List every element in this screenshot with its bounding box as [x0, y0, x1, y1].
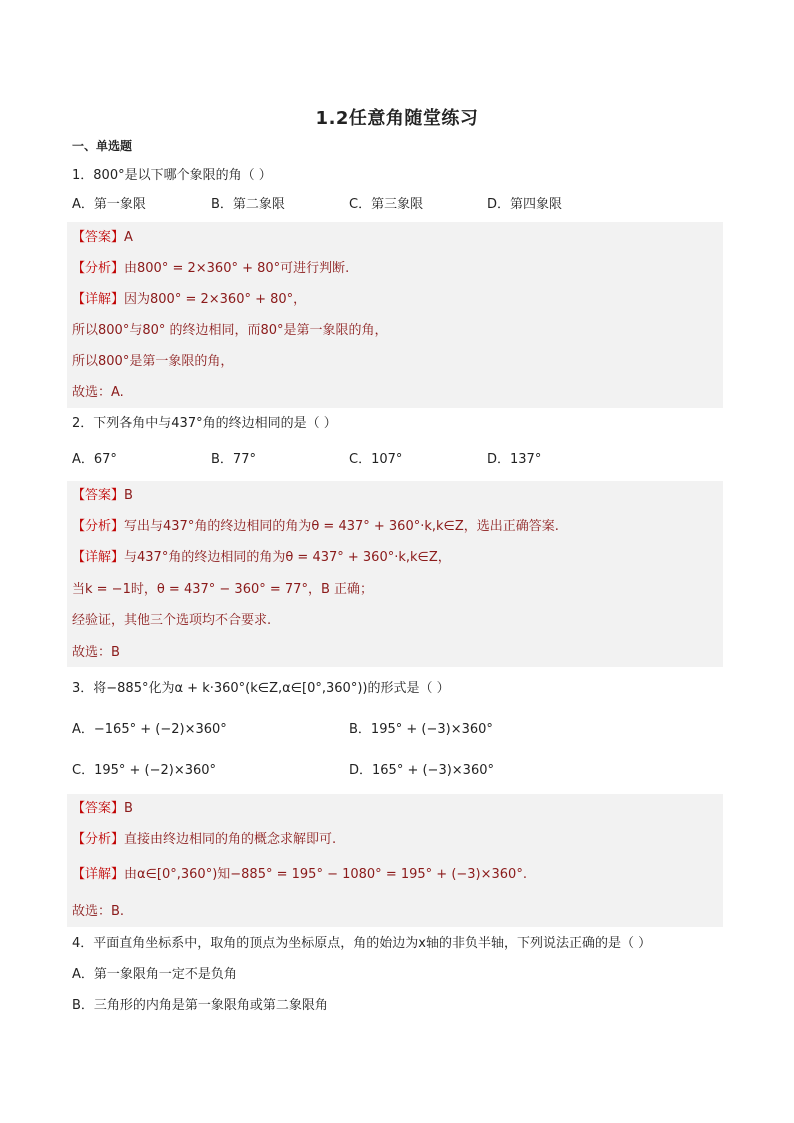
analysis-tag: 【分析】 [72, 261, 125, 276]
q3-analysis-line [72, 830, 336, 850]
q2-detail-line [72, 548, 451, 568]
q2-detail: 与437°角的终边相同的角为θ = 437° + 360°·k,k∈Z， [124, 550, 451, 565]
q1-analysis: 由800° = 2×360° + 80°可进行判断. [124, 261, 350, 276]
q3-answer-line [72, 799, 133, 819]
analysis-tag: 【分析】 [72, 832, 125, 847]
answer-tag: 【答案】 [72, 230, 125, 245]
q1-solution-box [67, 222, 723, 408]
q2-conclusion: 故选：B [72, 645, 120, 660]
q2-answer-line [72, 486, 133, 506]
detail-tag: 【详解】 [72, 550, 125, 565]
q4-option-a: A．第一象限角一定不是负角 [72, 967, 237, 982]
q2-analysis: 写出与437°角的终边相同的角为θ = 437° + 360°·k,k∈Z，选出正确答案. [124, 519, 559, 534]
answer-tag: 【答案】 [72, 488, 125, 503]
q3-solution-box [67, 794, 723, 927]
q1-detail-line-3: 所以800°是第一象限的角， [72, 354, 234, 369]
q1-option-d: D．第四象限 [487, 197, 563, 212]
q2-option-d: D．137° [487, 452, 542, 467]
q3-conclusion: 故选：B. [72, 904, 125, 919]
q2-option-b: B．77° [211, 452, 256, 467]
q3-option-a: A．−165° + (−2)×360° [72, 722, 227, 737]
q2-solution-box [67, 481, 723, 667]
analysis-tag: 【分析】 [72, 519, 125, 534]
q2-answer: B [124, 488, 133, 503]
q2-stem: 2．下列各角中与437°角的终边相同的是（ ） [72, 416, 337, 431]
q1-option-c: C．第三象限 [349, 197, 424, 212]
q3-stem: 3．将−885°化为α + k·360°(k∈Z,α∈[0°,360°))的形式是（ ） [72, 681, 450, 696]
q3-detail-line [72, 865, 527, 885]
page-title: 1.2任意角随堂练习 [315, 108, 479, 129]
q2-detail-line-3: 经验证，其他三个选项均不合要求. [72, 613, 272, 628]
q1-option-b: B．第二象限 [211, 197, 285, 212]
q4-option-b: B．三角形的内角是第一象限角或第二象限角 [72, 998, 328, 1013]
q3-answer: B [124, 801, 133, 816]
q1-option-a: A．第一象限 [72, 197, 146, 212]
detail-tag: 【详解】 [72, 867, 125, 882]
q1-analysis-line [72, 259, 349, 279]
q1-detail-line-2: 所以800°与80° 的终边相同，而80°是第一象限的角， [72, 323, 388, 338]
q1-stem: 1．800°是以下哪个象限的角（ ） [72, 168, 272, 183]
q1-answer-line [72, 228, 133, 248]
q2-option-a: A．67° [72, 452, 117, 467]
q3-option-b: B．195° + (−3)×360° [349, 722, 493, 737]
answer-tag: 【答案】 [72, 801, 125, 816]
q3-option-c: C．195° + (−2)×360° [72, 763, 217, 778]
q2-analysis-line [72, 517, 559, 537]
q1-detail: 因为800° = 2×360° + 80°， [124, 292, 307, 307]
q3-analysis: 直接由终边相同的角的概念求解即可. [124, 832, 337, 847]
q2-detail-line-2: 当k = −1时，θ = 437° − 360° = 77°，B 正确； [72, 582, 373, 597]
detail-tag: 【详解】 [72, 292, 125, 307]
section-heading: 一、单选题 [72, 139, 133, 153]
q3-detail: 由α∈[0°,360°)知−885° = 195° − 1080° = 195° + (−3)×360°. [124, 867, 527, 882]
q4-stem: 4．平面直角坐标系中，取角的顶点为坐标原点，角的始边为x轴的非负半轴，下列说法正确的是（ ） [72, 936, 652, 951]
q1-conclusion: 故选：A. [72, 385, 124, 400]
q1-answer: A [124, 230, 133, 245]
q3-option-d: D．165° + (−3)×360° [349, 763, 494, 778]
q1-detail-line [72, 290, 306, 310]
q2-option-c: C．107° [349, 452, 403, 467]
